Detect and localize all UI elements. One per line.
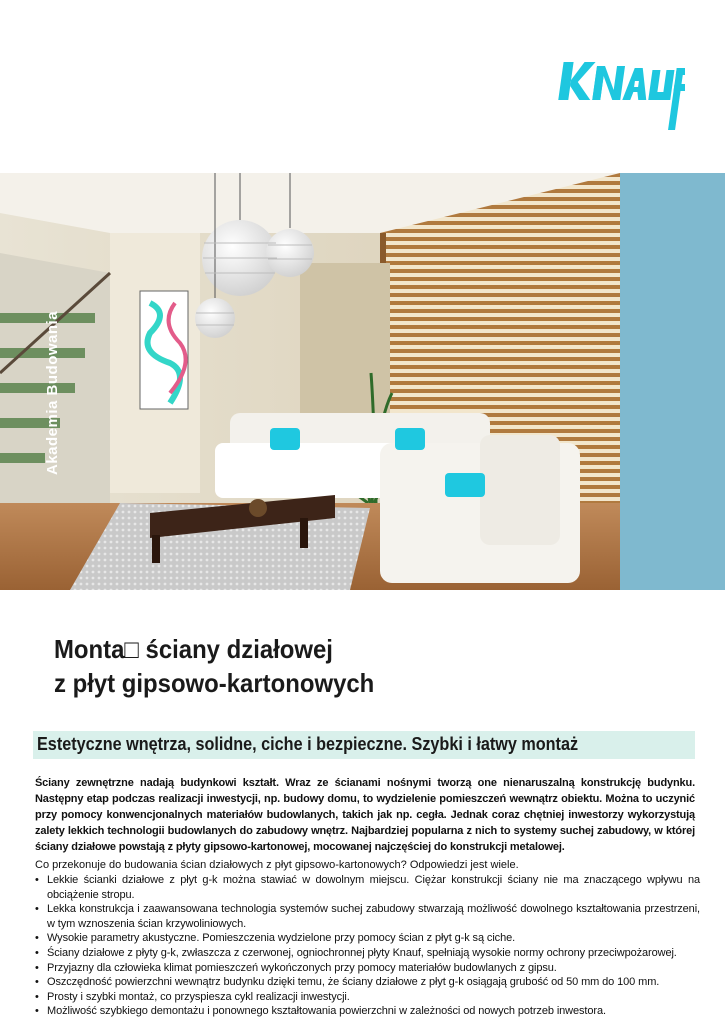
living-room-illustration [0,173,620,590]
list-item: • Prosty i szybki montaż, co przyspiesza cykl realizacji inwestycji. [35,990,700,1005]
list-item: • Wysokie parametry akustyczne. Pomieszczenia wydzielone przy pomocy ścian z płyt g-k są ciche. [35,931,700,946]
section-label: Akademia Budowania [44,310,61,475]
list-item: • Ściany działowe z płyty g-k, zwłaszcza z czerwonej, ogniochronnej płyty Knauf, spełniają wysokie normy ochrony przeciwpożarowej. [35,946,700,961]
hero-image [0,173,620,590]
list-item: • Oszczędność powierzchni wewnątrz budynku dzięki temu, że ściany działowe z płyt g-k osiągają grubość od 50 mm do 100 mm. [35,975,700,990]
page-title [54,632,569,700]
benefits-list [35,873,700,1019]
subtitle: Estetyczne wnętrza, solidne, ciche i bezpieczne. Szybki i łatwy montaż [37,734,579,754]
list-item: • Przyjazny dla człowieka klimat pomieszczeń wykończonych przy pomocy materiałów budowlanych z gipsu. [35,961,700,976]
knauf-logo [555,52,685,134]
subtitle-band [33,731,695,759]
list-item: • Możliwość szybkiego demontażu i ponownego kształtowania powierzchni w zależności od nowych potrzeb inwestora. [35,1004,700,1019]
list-item: • Lekka konstrukcja i zaawansowana technologia systemów suchej zabudowy stwarzają możliwość dowolnego kształtowania przestrzeni, w tym wznoszenia ścian krzywoliniowych. [35,902,700,931]
intro-paragraph: Ściany zewnętrzne nadają budynkowi kształt. Wraz ze ścianami nośnymi tworzą one nienaruszalną konstrukcję budynku. Następny etap podczas realizacji inwestycji, np. budowy domu, to wydzielenie pomieszczeń wewnątrz obiektu. Można to uczynić przy pomocy konwencjonalnych materiałów budowlanych, takich jak np. cegła. Jednak coraz chętniej inwestorzy wykorzystują zalety lekkich technologii budowlanych do zabudowy wnętrz. Najbardziej popularna z nich to systemy suchej zabudowy, w której ściany działowe powstają z płyty gipsowo-kartonowej, mocowanej najczęściej do konstrukcji metalowej. [35,777,695,853]
title-line-1: Monta□ ściany działowej [54,634,333,664]
list-item: • Lekkie ścianki działowe z płyt g-k można stawiać w dowolnym miejscu. Ciężar konstrukcji ściany nie ma znaczącego wpływu na obciążenie stropu. [35,873,700,902]
side-band [620,173,725,590]
title-line-2: z płyt gipsowo-kartonowych [54,668,375,698]
lead-sentence: Co przekonuje do budowania ścian działowych z płyt gipsowo-kartonowych? Odpowiedzi jest wiele. [35,859,519,871]
